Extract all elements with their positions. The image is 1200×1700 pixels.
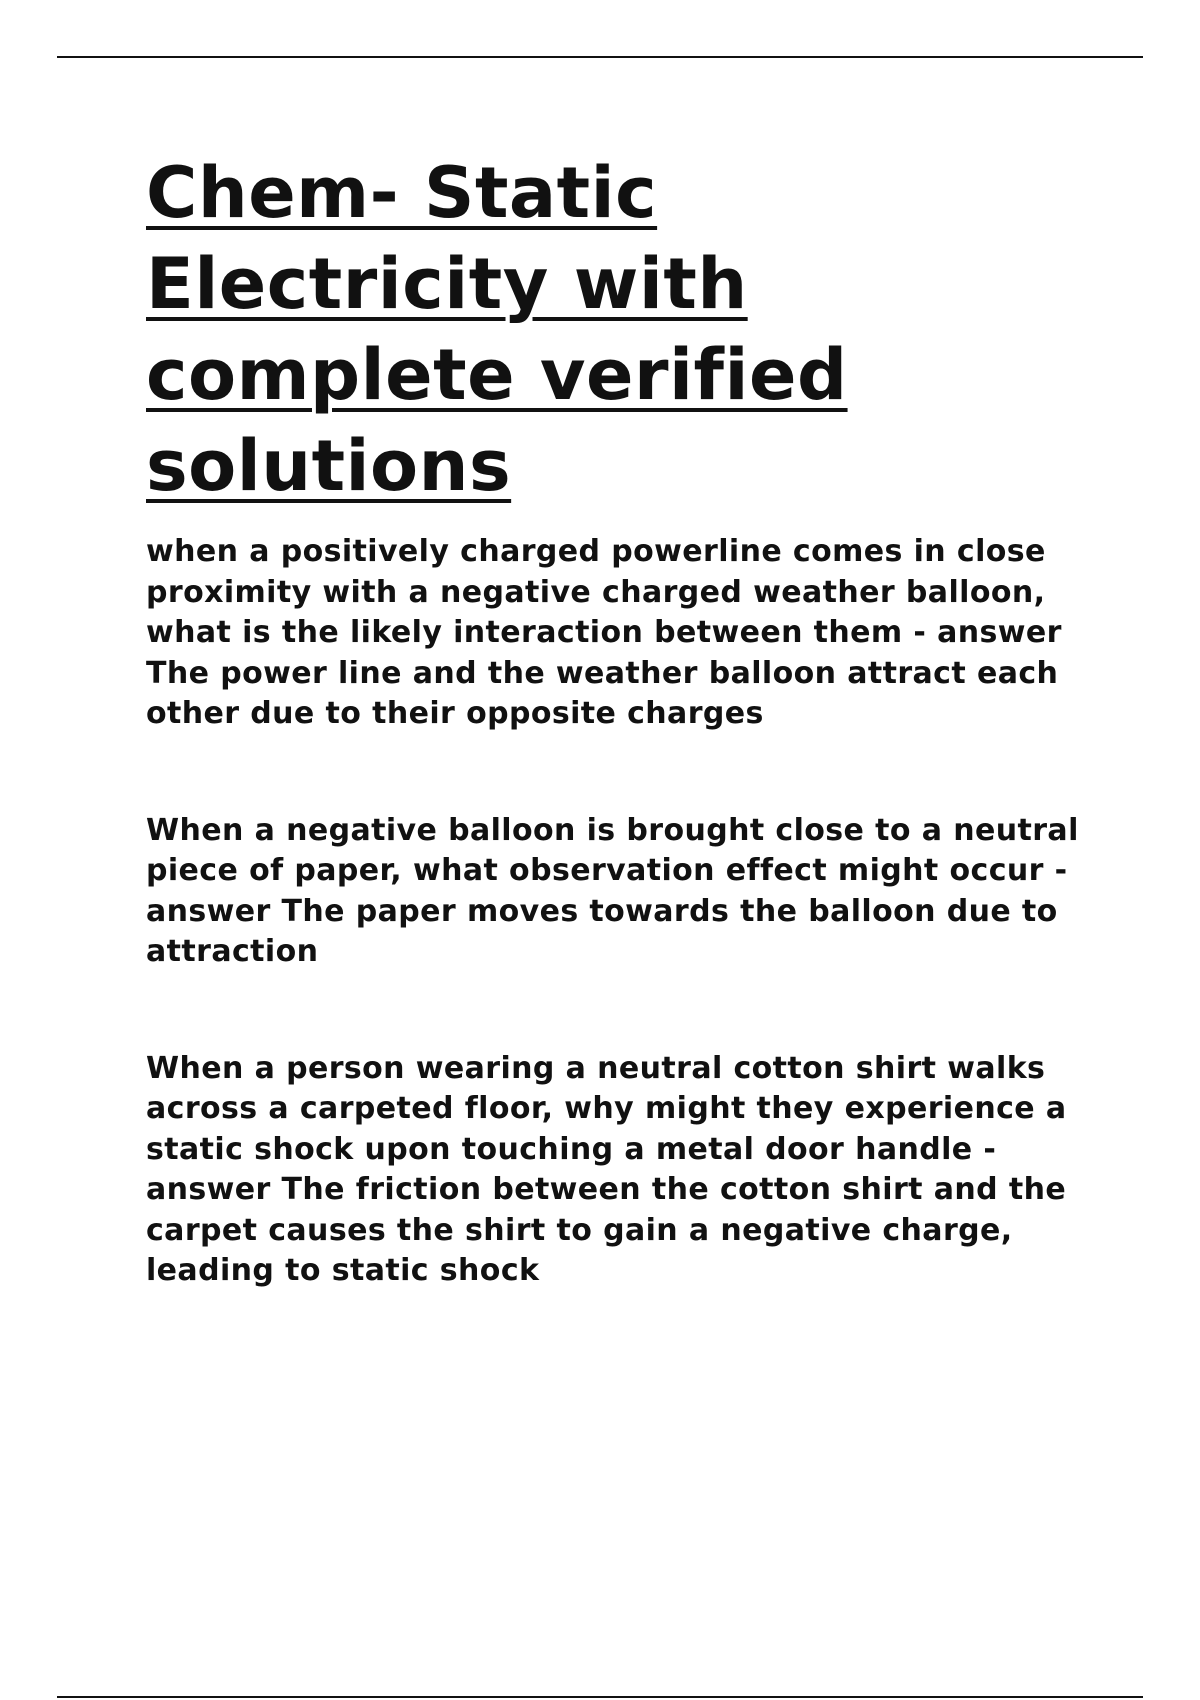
document-body: [146, 148, 1106, 1292]
qa-entry-3: When a person wearing a neutral cotton shirt walks across a carpeted floor, why might they experience a static shock upon touching a metal door handle - answer The friction between the cotton shirt and the carpet causes the shirt to gain a negative charge, leading to static shock: [146, 1050, 1067, 1288]
top-rule: [57, 56, 1143, 58]
qa-entry-1: when a positively charged powerline comes in close proximity with a negative charged weather balloon, what is the likely interaction between them - answer The power line and the weather balloon attract each other due to their opposite charges: [146, 534, 1062, 731]
bottom-rule: [57, 1696, 1143, 1698]
qa-entry-2: When a negative balloon is brought close to a neutral piece of paper, what observation effect might occur - answer The paper moves towards the balloon due to attraction: [146, 812, 1079, 969]
document-title: Chem- Static Electricity with complete verified solutions: [146, 152, 848, 507]
